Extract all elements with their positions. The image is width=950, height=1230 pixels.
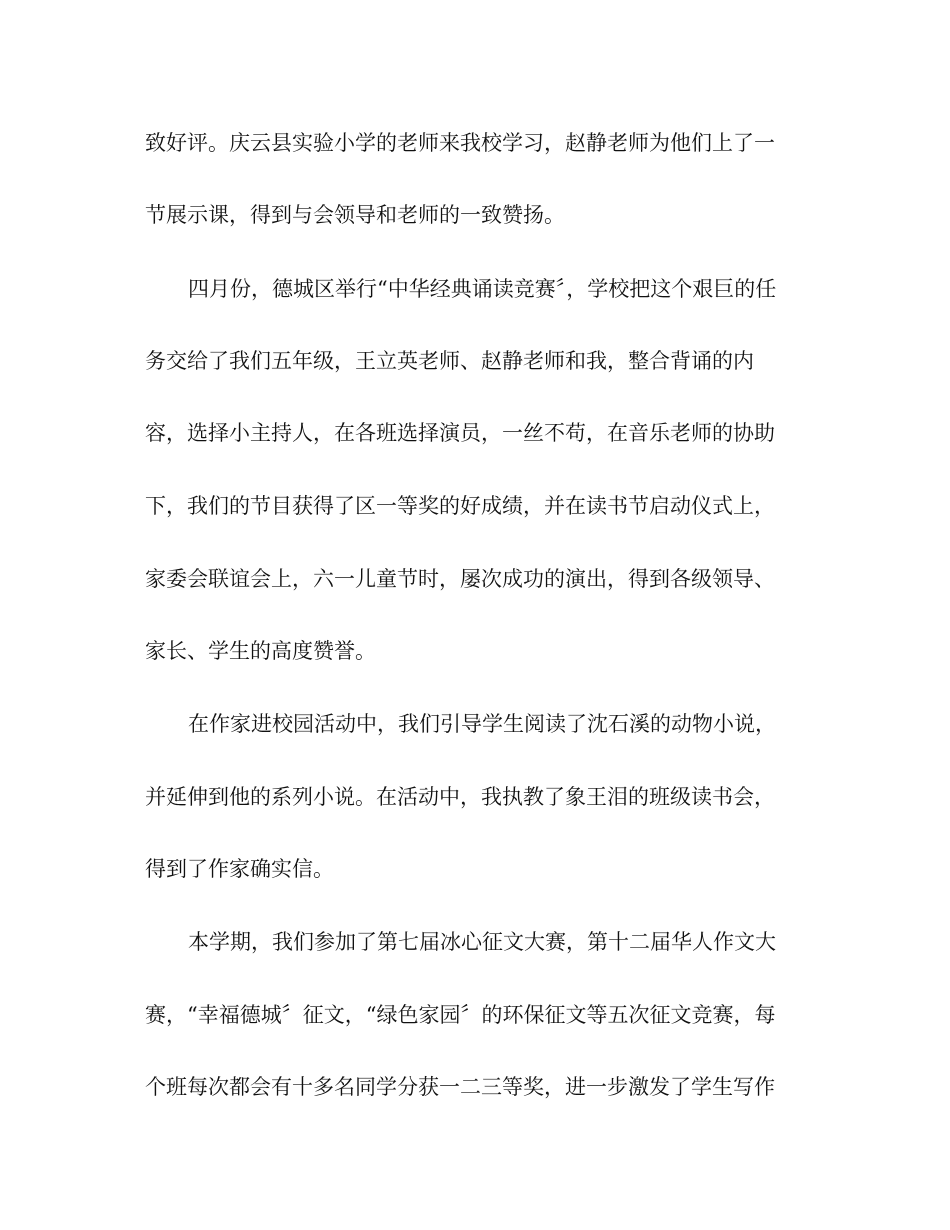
paragraph-line: 本学期，我们参加了第七届冰心征文大赛，第十二届华人作文大 (188, 930, 776, 954)
paragraph-line: 家委会联谊会上，六一儿童节时，屡次成功的演出，得到各级领导、 (145, 567, 775, 591)
paragraph-line: 务交给了我们五年级，王立英老师、赵静老师和我，整合背诵的内 (145, 349, 754, 373)
paragraph-line: 赛，“幸福德城〞征文，“绿色家园〞的环保征文等五次征文竞赛，每 (145, 1003, 776, 1027)
paragraph-line: 得到了作家确实信。 (145, 857, 334, 881)
paragraph-line: 节展示课，得到与会领导和老师的一致赞扬。 (145, 203, 565, 227)
paragraph-line: 四月份，德城区举行“中华经典诵读竞赛〞，学校把这个艰巨的任 (188, 277, 777, 301)
paragraph-line: 并延伸到他的系列小说。在活动中，我执教了象王泪的班级读书会， (145, 785, 775, 809)
paragraph-line: 在作家进校园活动中，我们引导学生阅读了沈石溪的动物小说， (188, 712, 776, 736)
paragraph-line: 致好评。庆云县实验小学的老师来我校学习，赵静老师为他们上了一 (145, 131, 775, 155)
paragraph-line: 容，选择小主持人，在各班选择演员，一丝不苟，在音乐老师的协助 (145, 421, 775, 445)
paragraph-line: 个班每次都会有十多名同学分获一二三等奖，进一步激发了学生写作 (145, 1075, 775, 1099)
paragraph-line: 下，我们的节目获得了区一等奖的好成绩，并在读书节启动仪式上， (145, 494, 775, 518)
paragraph-line: 家长、学生的高度赞誉。 (145, 639, 376, 663)
